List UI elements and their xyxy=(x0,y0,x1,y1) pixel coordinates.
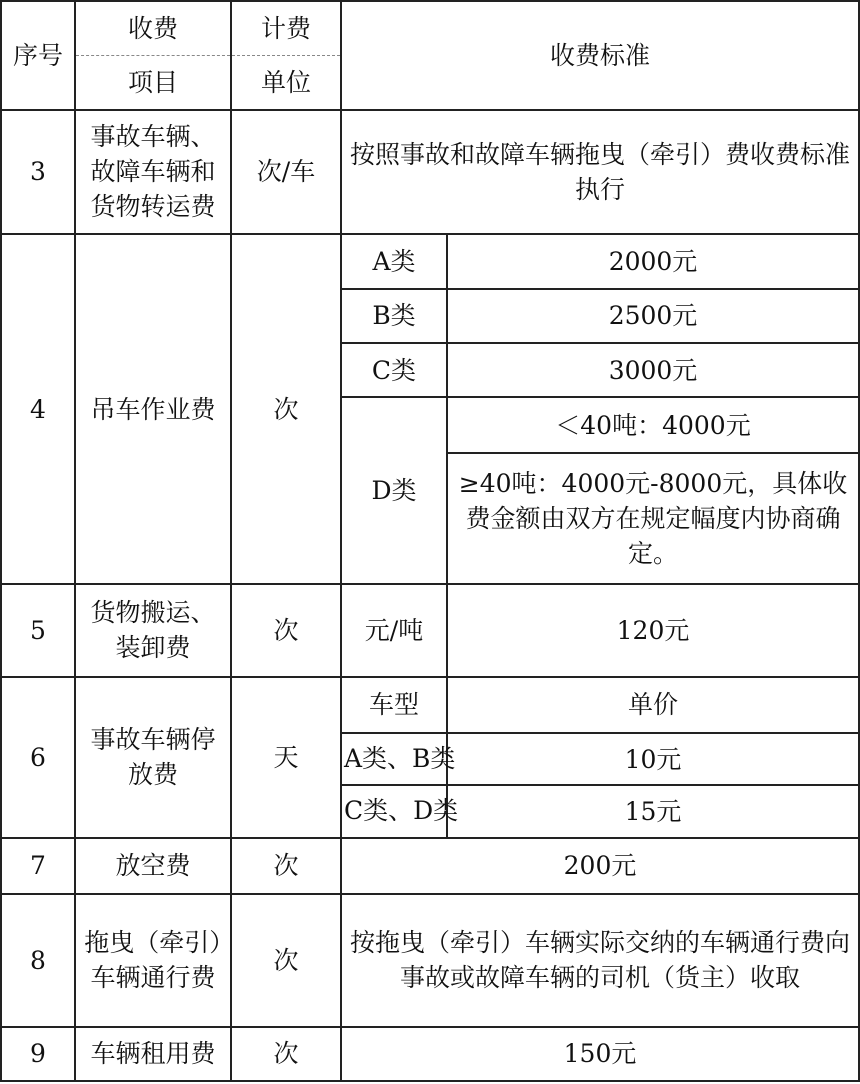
table-row xyxy=(1,894,859,1027)
row-standard: 150元 xyxy=(341,1027,859,1081)
row-item: 货物搬运、装卸费 xyxy=(75,584,231,677)
row-standard: 按拖曳（牵引）车辆实际交纳的车辆通行费向事故或故障车辆的司机（货主）收取 xyxy=(341,894,859,1027)
table-row xyxy=(1,677,859,733)
class-c-label: C类 xyxy=(341,343,447,397)
row-no: 6 xyxy=(1,677,75,838)
row-item: 事故车辆停放费 xyxy=(75,677,231,838)
row-no: 7 xyxy=(1,838,75,894)
header-unit-line1: 计费 xyxy=(231,1,341,55)
table-row xyxy=(1,584,859,677)
class-d-fee-under-40t: ＜40吨：4000元 xyxy=(447,397,859,453)
row-standard: 按照事故和故障车辆拖曳（牵引）费收费标准执行 xyxy=(341,110,859,235)
class-d-label: D类 xyxy=(341,397,447,584)
price-ab: 10元 xyxy=(447,733,859,785)
header-unit-line2: 单位 xyxy=(231,55,341,109)
row-standard: 200元 xyxy=(341,838,859,894)
row-item: 事故车辆、故障车辆和货物转运费 xyxy=(75,110,231,235)
row-item: 放空费 xyxy=(75,838,231,894)
row-unit: 次 xyxy=(231,1027,341,1081)
class-b-fee: 2500元 xyxy=(447,289,859,343)
row-unit: 次/车 xyxy=(231,110,341,235)
row-no: 4 xyxy=(1,234,75,584)
table-row xyxy=(1,838,859,894)
table-row xyxy=(1,110,859,235)
row-no: 9 xyxy=(1,1027,75,1081)
row-item: 拖曳（牵引）车辆通行费 xyxy=(75,894,231,1027)
table-row xyxy=(1,234,859,288)
table-row xyxy=(1,1027,859,1081)
row-unit: 天 xyxy=(231,677,341,838)
row-no: 3 xyxy=(1,110,75,235)
row-no: 8 xyxy=(1,894,75,1027)
class-b-label: B类 xyxy=(341,289,447,343)
class-a-fee: 2000元 xyxy=(447,234,859,288)
class-d-fee-over-40t: ≥40吨：4000元-8000元，具体收费金额由双方在规定幅度内协商确定。 xyxy=(447,453,859,584)
row-item: 车辆租用费 xyxy=(75,1027,231,1081)
header-item-line2: 项目 xyxy=(75,55,231,109)
row-no: 5 xyxy=(1,584,75,677)
row-unit: 次 xyxy=(231,894,341,1027)
type-header: 车型 xyxy=(341,677,447,733)
row-unit: 次 xyxy=(231,838,341,894)
type-cd: C类、D类 xyxy=(344,796,459,826)
header-standard: 收费标准 xyxy=(341,1,859,110)
type-ab: A类、B类 xyxy=(344,744,456,774)
class-a-label: A类 xyxy=(341,234,447,288)
row-unit: 次 xyxy=(231,584,341,677)
row-unit: 次 xyxy=(231,234,341,584)
price-header: 单价 xyxy=(447,677,859,733)
header-item-line1: 收费 xyxy=(75,1,231,55)
header-no: 序号 xyxy=(1,1,75,110)
row-sub-unit: 元/吨 xyxy=(341,584,447,677)
price-cd: 15元 xyxy=(447,785,859,837)
class-c-fee: 3000元 xyxy=(447,343,859,397)
row-item: 吊车作业费 xyxy=(75,234,231,584)
row-fee: 120元 xyxy=(447,584,859,677)
